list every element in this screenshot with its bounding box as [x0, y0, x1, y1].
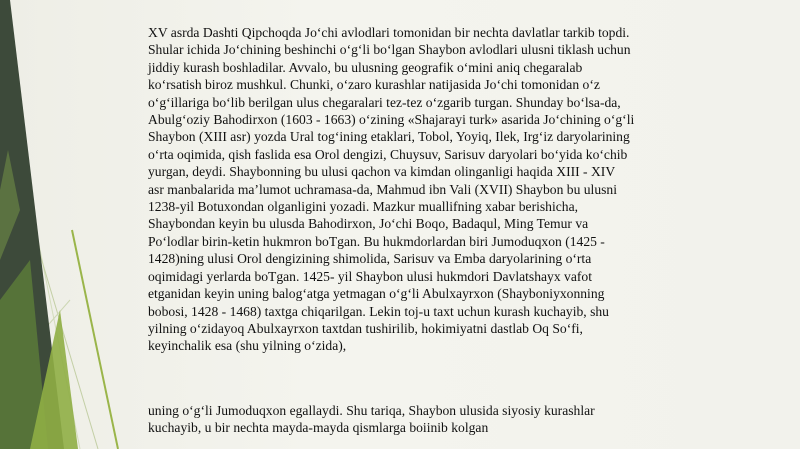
- text-line: o‘g‘illariga bo‘lib berilgan ulus chegaralari tez-tez o‘zgarib turgan. Shunday bo‘lsa-da,: [148, 94, 621, 110]
- text-line: XV asrda Dashti Qipchoqda Jo‘chi avlodlari tomonidan bir nechta davlatlar tarkib topdi.: [148, 25, 630, 40]
- continuation-text-paragraph: [148, 402, 708, 437]
- text-line: jiddiy kurash boshladilar. Avvalo, bu ulusning geografik o‘mini aniq chegaralab: [148, 59, 583, 75]
- text-line: yurgan, deydi. Shaybonning bu ulusi qachon va kimdan olinganligi haqida XIII - XIV: [148, 164, 616, 180]
- text-line: oqimidagi yerlarda boTgan. 1425- yil Shaybon ulusi hukmdori Davlatshayx vafot: [148, 268, 592, 284]
- decorative-lines: [0, 0, 140, 449]
- text-line: asr manbalarida ma’lumot uchramasa-da, Mahmud ibn Vali (XVII) Shaybon bu ulusni: [148, 181, 617, 197]
- text-line: Po‘lodlar birin-ketin hukmron boTgan. Bu hukmdorlardan biri Jumoduqxon (1425 -: [148, 233, 605, 249]
- text-line: yilning o‘zidayoq Abulxayrxon taxtdan tushirilib, hokimiyatni dastlab Oq So‘fi,: [148, 320, 583, 336]
- text-line: keyinchalik esa (shu yilning o‘zida),: [148, 338, 347, 354]
- text-line: ko‘rsatish biroz mushkul. Chunki, o‘zaro kurashlar natijasida Jo‘chi tomonidan o‘z: [148, 77, 600, 93]
- text-line: 1238-yil Botuxondan olganligini yozadi. Mazkur muallifning xabar berishicha,: [148, 199, 578, 215]
- text-line: Shaybondan keyin bu ulusda Bahodirxon, Jo‘chi Boqo, Badaqul, Ming Temur va: [148, 216, 589, 232]
- text-line: etganidan keyin uning balog‘atga yetmagan o‘g‘li Abulxayrxon (Shayboniyxonning: [148, 286, 605, 302]
- text-line: uning o‘g‘li Jumoduqxon egallaydi. Shu tariqa, Shaybon ulusida siyosiy kurashlar: [148, 403, 595, 418]
- text-line: o‘rta oqimida, qish faslida esa Orol dengizi, Chuysuv, Sarisuv daryolari bo‘yida ko‘chib: [148, 146, 628, 162]
- text-line: 1428)ning ulusi Orol dengizining shimolida, Sarisuv va Emba daryolarining o‘rta: [148, 251, 592, 267]
- text-line: bobosi, 1428 - 1468) taxtga chiqarilgan. Lekin toj-u taxt uchun kurash kuchayib, shu: [148, 303, 609, 319]
- text-line: Shular ichida Jo‘chining beshinchi o‘g‘li bo‘lgan Shaybon avlodlari ulusni tiklash uchun: [148, 42, 631, 58]
- text-line: Abulg‘oziy Bahodirxon (1603 - 1663) o‘zining «Shajarayi turk» asarida Jo‘chining o‘g‘li: [148, 112, 635, 128]
- decor-line: [72, 230, 118, 449]
- main-text-paragraph: [148, 24, 708, 355]
- text-line: Shaybon (XIII asr) yozda Ural tog‘ining etaklari, Tobol, Yoyiq, Ilek, Irg‘iz daryolarining: [148, 129, 630, 145]
- text-line: kuchayib, u bir nechta mayda-mayda qismlarga boiinib kolgan: [148, 420, 489, 436]
